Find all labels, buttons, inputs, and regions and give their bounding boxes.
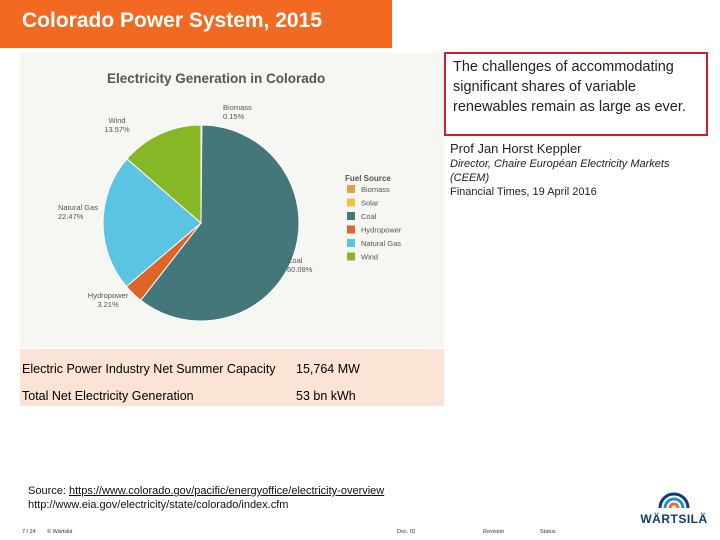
pie-chart-panel xyxy=(20,53,444,347)
source-prefix: Source: xyxy=(28,485,69,497)
legend-label-solar: Solar xyxy=(361,198,379,208)
quote-author-role: Director, Chaire Européan Electricity Markets (CEEM) xyxy=(450,158,670,184)
slice-label-coal: Coal xyxy=(287,256,303,265)
legend-label-natural-gas: Natural Gas xyxy=(361,239,402,248)
slide-title: Colorado Power System, 2015 xyxy=(22,9,322,32)
wartsila-logo xyxy=(632,490,716,534)
slice-value-coal: 60.08% xyxy=(287,265,313,274)
stat-capacity-label: Electric Power Industry Net Summer Capacity xyxy=(22,362,276,376)
footer-page-number: 7 xyxy=(22,529,26,535)
quote-author: Prof Jan Horst Keppler xyxy=(450,141,582,156)
stat-generation-value: 53 bn kWh xyxy=(296,389,356,403)
stats-table xyxy=(20,349,444,406)
legend-swatch-coal xyxy=(347,212,355,220)
slice-label-wind: Wind xyxy=(108,116,126,125)
title-bar xyxy=(0,0,392,48)
chart-title: Electricity Generation in Colorado xyxy=(107,71,326,86)
pie-chart xyxy=(20,53,444,347)
logo-text: WÄRTSILÄ xyxy=(640,512,708,526)
slice-label-biomass: Biomass xyxy=(223,103,252,112)
legend-swatch-biomass xyxy=(347,185,355,193)
footer-status: Status xyxy=(540,529,556,535)
slice-value-wind: 13.57% xyxy=(104,125,130,134)
legend-label-wind: Wind xyxy=(361,252,379,262)
slice-value-natural-gas: 22.47% xyxy=(58,212,84,221)
source-line-1 xyxy=(28,485,384,497)
slice-value-biomass: 0.15% xyxy=(223,112,245,121)
quote-text: The challenges of accommodating significant shares of variable renewables remain as large as ever. xyxy=(453,59,686,115)
footer-page: 7 / 24 xyxy=(22,529,36,535)
slice-label-hydropower: Hydropower xyxy=(87,291,129,300)
legend-label-hydropower: Hydropower xyxy=(361,225,402,235)
slice-value-hydropower: 3.21% xyxy=(97,300,119,309)
legend-swatch-natural-gas xyxy=(347,239,355,247)
legend-label-coal: Coal xyxy=(361,212,377,221)
footer-revision: Revision xyxy=(483,529,505,535)
slice-label-natural-gas: Natural Gas xyxy=(58,203,99,212)
stat-generation-label: Total Net Electricity Generation xyxy=(22,389,194,403)
quote-box xyxy=(444,52,708,136)
footer-copyright: © Wärtsilä xyxy=(47,529,73,535)
footer-page-total: 24 xyxy=(29,529,36,535)
stat-capacity-value: 15,764 MW xyxy=(296,362,360,376)
source-line-2[interactable]: http://www.eia.gov/electricity/state/colorado/index.cfm xyxy=(28,499,289,511)
legend-swatch-solar xyxy=(347,199,355,207)
footer-doc-id: Doc. ID xyxy=(397,529,416,535)
source-link[interactable]: https://www.colorado.gov/pacific/energyoffice/electricity-overview xyxy=(68,485,385,497)
legend-swatch-wind xyxy=(347,253,355,261)
legend-label-biomass: Biomass xyxy=(361,185,390,194)
legend-title: Fuel Source xyxy=(345,174,391,183)
wartsila-logo-icon xyxy=(656,490,692,512)
quote-source: Financial Times, 19 April 2016 xyxy=(450,186,597,198)
legend-swatch-hydropower xyxy=(347,226,355,234)
